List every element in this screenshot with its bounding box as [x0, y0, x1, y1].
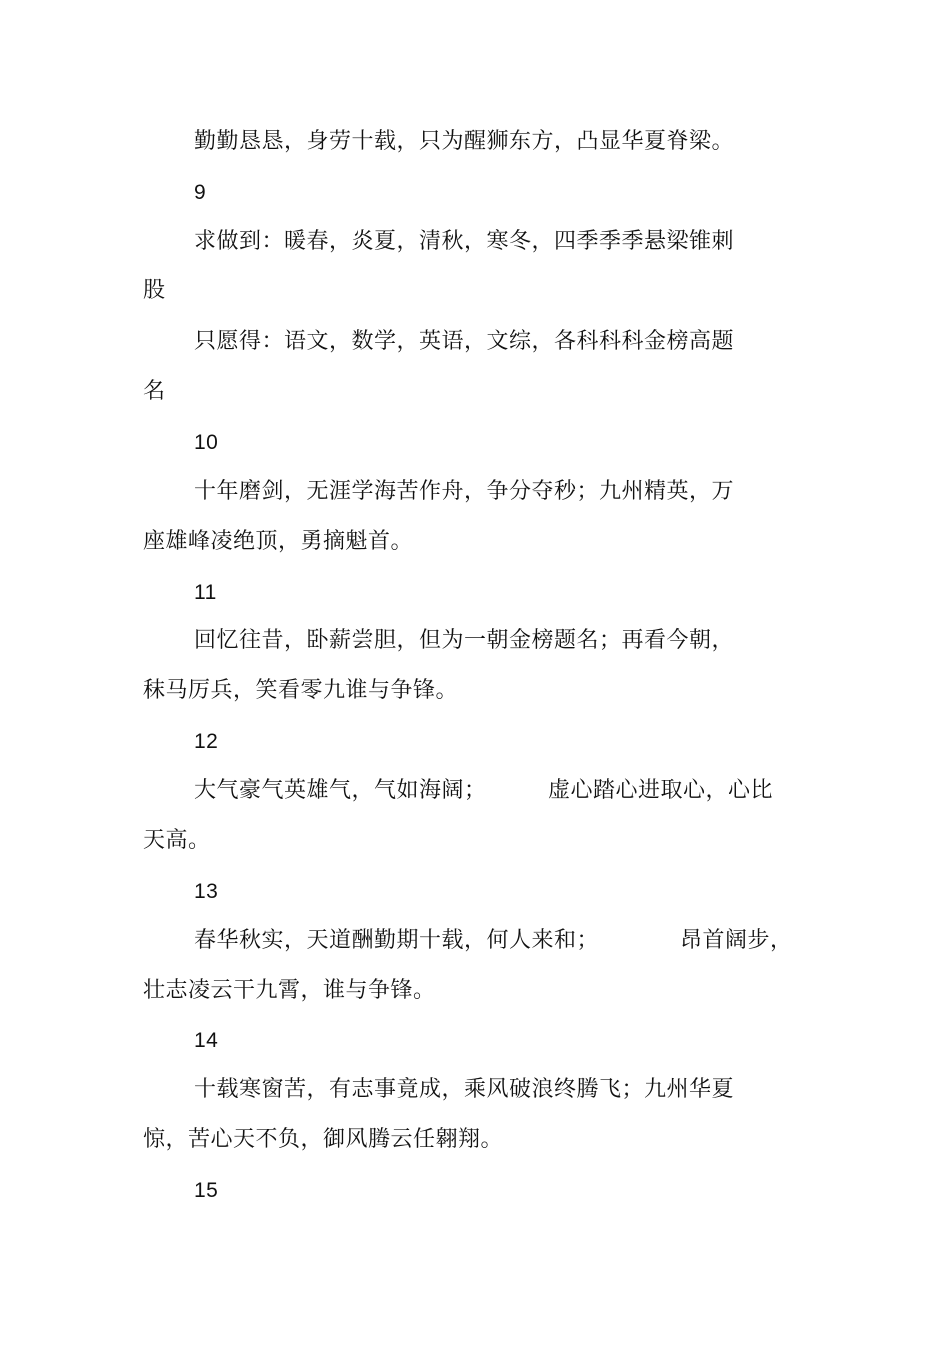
paragraph-line: 昂首阔步， — [680, 928, 793, 953]
paragraph-line: 十年磨剑，无涯学海苦作舟，争分夺秒；九州精英，万 — [194, 479, 735, 504]
paragraph-line: 只愿得：语文，数学，英语，文综，各科科科金榜高题 — [194, 329, 735, 354]
paragraph-line: 勤勤恳恳，身劳十载，只为醒狮东方，凸显华夏脊梁。 — [194, 129, 735, 154]
paragraph-line: 大气豪气英雄气，气如海阔； — [194, 778, 487, 803]
paragraph-line: 求做到：暖春，炎夏，清秋，寒冬，四季季季悬梁锥刺 — [194, 229, 735, 254]
item-number: 10 — [194, 431, 219, 454]
item-number: 15 — [194, 1179, 219, 1202]
item-number: 13 — [194, 880, 219, 903]
item-number: 9 — [194, 181, 207, 204]
paragraph-line: 虚心踏心进取心，心比 — [548, 778, 774, 803]
item-number: 14 — [194, 1029, 219, 1052]
paragraph-line: 名 — [143, 379, 166, 404]
paragraph-line: 座雄峰凌绝顶，勇摘魁首。 — [143, 529, 414, 554]
item-number: 12 — [194, 730, 219, 753]
paragraph-line: 回忆往昔，卧薪尝胆，但为一朝金榜题名；再看今朝， — [194, 628, 735, 653]
paragraph-line: 壮志凌云干九霄，谁与争锋。 — [143, 978, 436, 1003]
item-number: 11 — [194, 581, 217, 604]
paragraph-line: 秣马厉兵，笑看零九谁与争锋。 — [143, 678, 459, 703]
paragraph-line: 天高。 — [143, 828, 211, 853]
paragraph-line: 惊，苦心天不负，御风腾云任翱翔。 — [143, 1127, 504, 1152]
paragraph-line: 股 — [143, 278, 166, 303]
paragraph-line: 十载寒窗苦，有志事竟成，乘风破浪终腾飞；九州华夏 — [194, 1077, 735, 1102]
paragraph-line: 春华秋实，天道酬勤期十载，何人来和； — [194, 928, 600, 953]
